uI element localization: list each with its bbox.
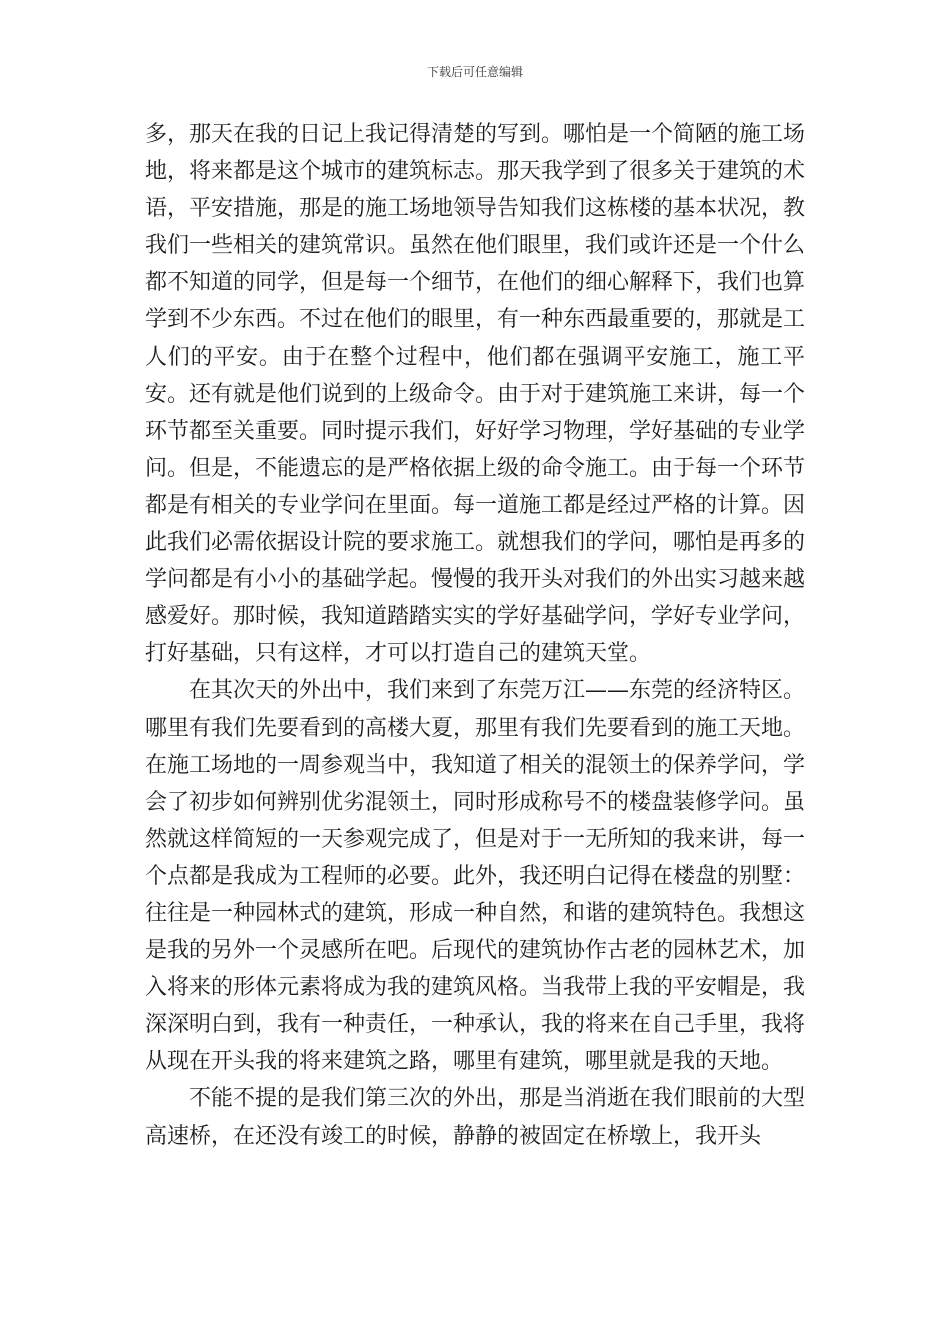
body-text [145, 116, 805, 1155]
paragraph-3: 不能不提的是我们第三次的外出，那是当消逝在我们眼前的大型高速桥，在还没有竣工的时候，静静的被固定在桥墩上，我开头 [145, 1086, 806, 1149]
page-header-note: 下载后可任意编辑 [426, 65, 523, 79]
paragraph-1: 多，那天在我的日记上我记得清楚的写到。哪怕是一个简陋的施工场地，将来都是这个城市的建筑标志。那天我学到了很多关于建筑的术语，平安措施，那是的施工场地领导告知我们这栋楼的基本状况，教我们一些相关的建筑常识。虽然在他们眼里，我们或许还是一个什么都不知道的同学，但是每一个细节，在他们的细心解释下，我们也算学到不少东西。不过在他们的眼里，有一种东西最重要的，那就是工人们的平安。由于在整个过程中，他们都在强调平安施工，施工平安。还有就是他们说到的上级命令。由于对于建筑施工来讲，每一个环节都至关重要。同时提示我们，好好学习物理，学好基础的专业学问。但是，不能遗忘的是严格依据上级的命令施工。由于每一个环节都是有相关的专业学问在里面。每一道施工都是经过严格的计算。因此我们必需依据设计院的要求施工。就想我们的学问，哪怕是再多的学问都是有小小的基础学起。慢慢的我开头对我们的外出实习越来越感爱好。那时候，我知道踏踏实实的学好基础学问，学好专业学问，打好基础，只有这样，才可以打造自己的建筑天堂。 [145, 122, 806, 667]
paragraph-2: 在其次天的外出中，我们来到了东莞万江——东莞的经济特区。哪里有我们先要看到的高楼大夏，那里有我们先要看到的施工天地。在施工场地的一周参观当中，我知道了相关的混领土的保养学问，学会了初步如何辨别优劣混领土，同时形成称号不的楼盘装修学问。虽然就这样简短的一天参观完成了，但是对于一无所知的我来讲，每一个点都是我成为工程师的必要。此外，我还明白记得在楼盘的别墅：往往是一种园林式的建筑，形成一种自然，和谐的建筑特色。我想这是我的另外一个灵感所在吧。后现代的建筑协作古老的园林艺术，加入将来的形体元素将成为我的建筑风格。当我带上我的平安帽是，我深深明白到，我有一种责任，一种承认，我的将来在自己手里，我将从现在开头我的将来建筑之路，哪里有建筑，哪里就是我的天地。 [145, 678, 806, 1075]
